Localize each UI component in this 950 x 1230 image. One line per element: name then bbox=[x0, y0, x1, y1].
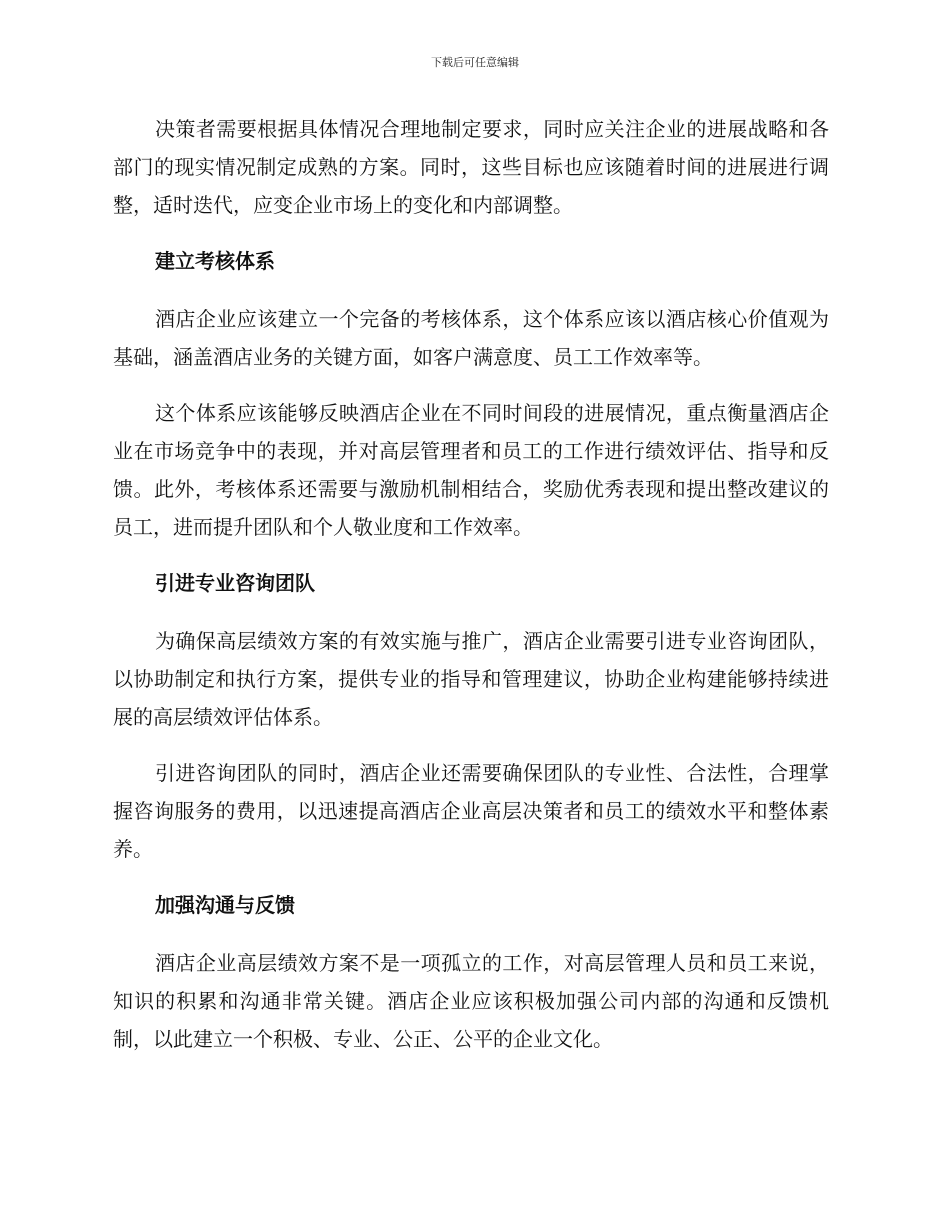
paragraph: 这个体系应该能够反映酒店企业在不同时间段的进展情况，重点衡量酒店企业在市场竞争中的表现，并对高层管理者和员工的工作进行绩效评估、指导和反馈。此外，考核体系还需要与激励机制相结合，奖励优秀表现和提出整改建议的员工，进而提升团队和个人敬业度和工作效率。 bbox=[113, 401, 829, 539]
paragraph: 引进咨询团队的同时，酒店企业还需要确保团队的专业性、合法性，合理掌握咨询服务的费用，以迅速提高酒店企业高层决策者和员工的绩效水平和整体素养。 bbox=[113, 761, 829, 861]
page-header: 下载后可任意编辑 bbox=[431, 56, 519, 69]
document-body bbox=[113, 110, 829, 1076]
paragraph: 酒店企业应该建立一个完备的考核体系，这个体系应该以酒店核心价值观为基础，涵盖酒店业务的关键方面，如客户满意度、员工工作效率等。 bbox=[113, 307, 829, 369]
paragraph: 为确保高层绩效方案的有效实施与推广，酒店企业需要引进专业咨询团队，以协助制定和执行方案，提供专业的指导和管理建议，协助企业构建能够持续进展的高层绩效评估体系。 bbox=[113, 629, 829, 729]
section-heading: 引进专业咨询团队 bbox=[155, 571, 315, 595]
paragraph: 酒店企业高层绩效方案不是一项孤立的工作，对高层管理人员和员工来说，知识的积累和沟通非常关键。酒店企业应该积极加强公司内部的沟通和反馈机制，以此建立一个积极、专业、公正、公平的企业文化。 bbox=[113, 951, 829, 1051]
section-heading: 建立考核体系 bbox=[155, 249, 275, 273]
paragraph: 决策者需要根据具体情况合理地制定要求，同时应关注企业的进展战略和各部门的现实情况制定成熟的方案。同时，这些目标也应该随着时间的进展进行调整，适时迭代，应变企业市场上的变化和内部调整。 bbox=[113, 117, 829, 217]
section-heading: 加强沟通与反馈 bbox=[155, 893, 295, 917]
